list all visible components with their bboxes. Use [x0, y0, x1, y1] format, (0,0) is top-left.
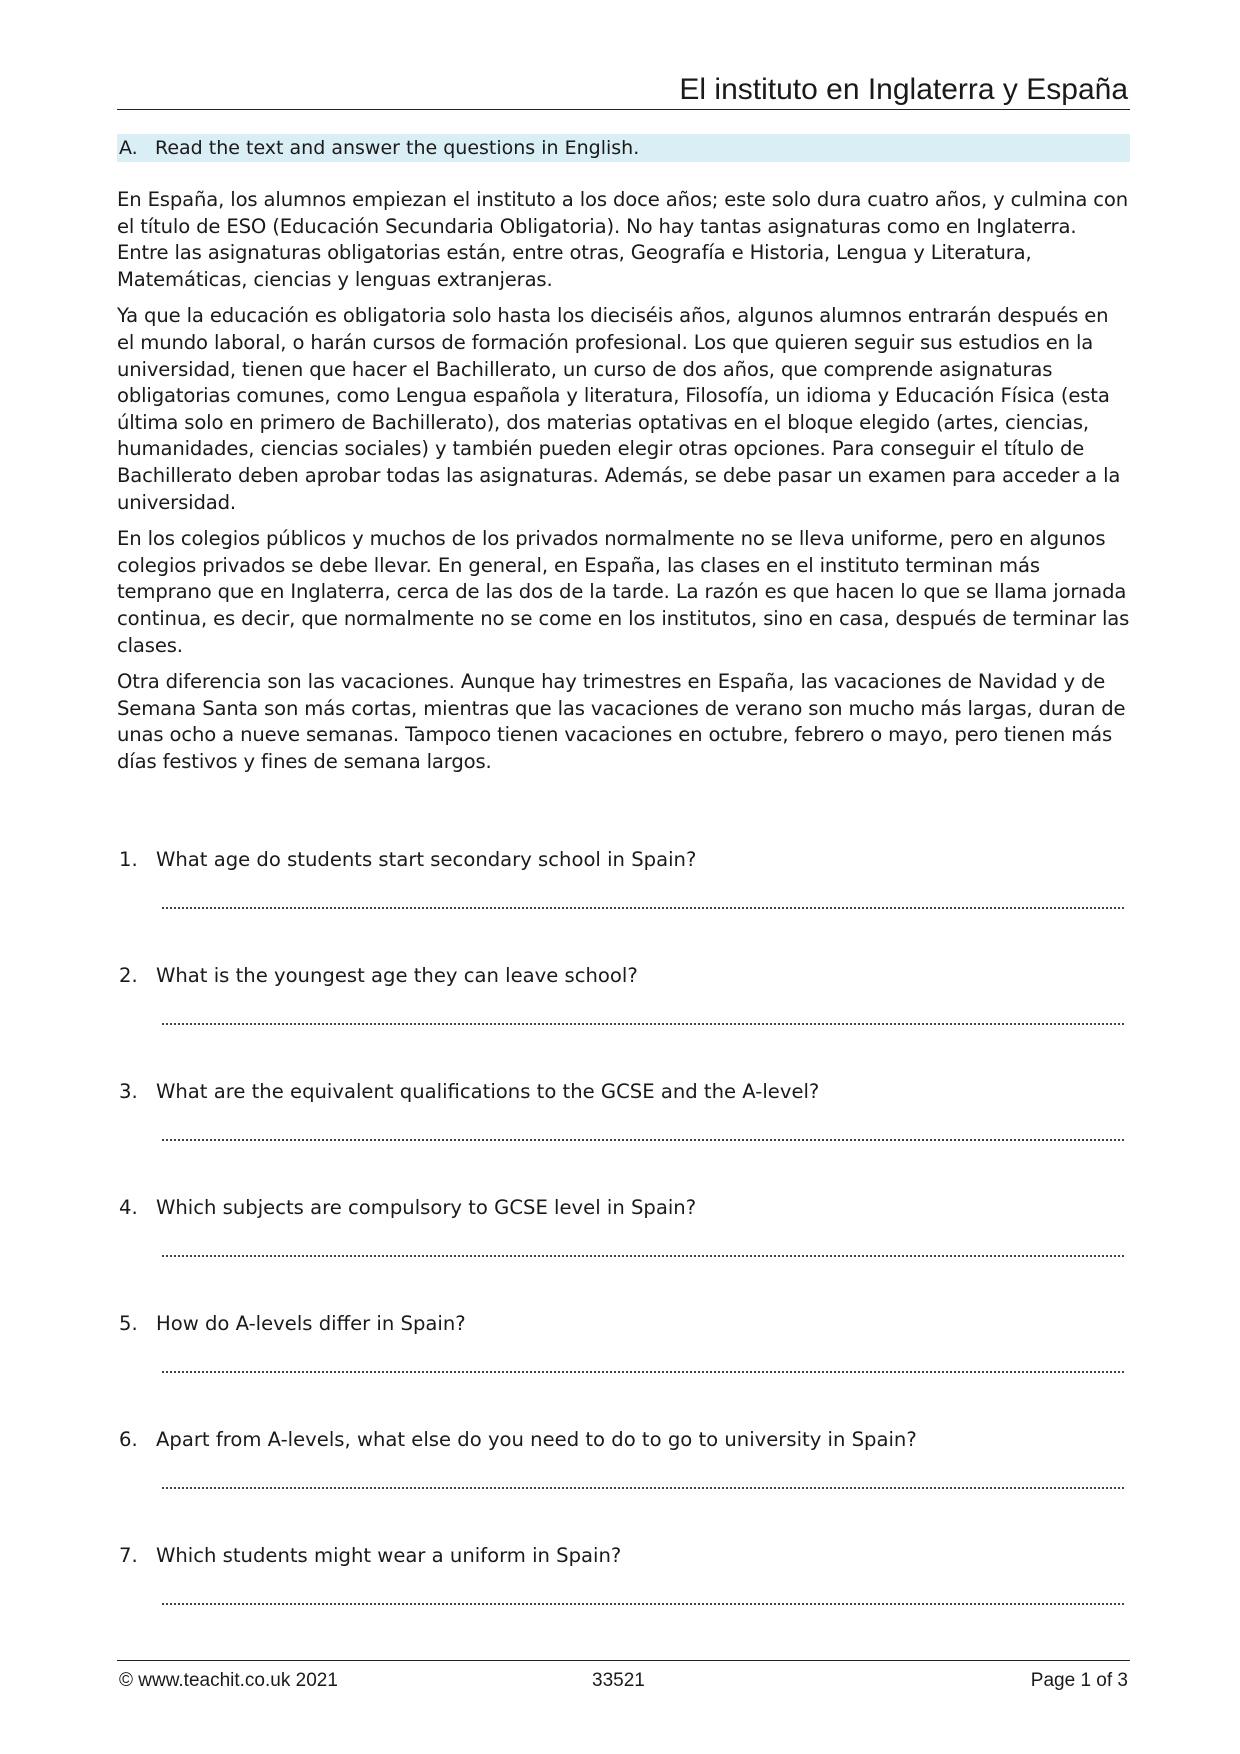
question-text: What are the equivalent qualifications to the GCSE and the A-level?	[156, 1080, 820, 1103]
question-text: What age do students start secondary school in Spain?	[156, 848, 697, 871]
question-text: How do A-levels differ in Spain?	[156, 1312, 466, 1335]
section-instruction-text: Read the text and answer the questions in English.	[155, 137, 640, 159]
question-number: 7.	[119, 1544, 138, 1567]
question-item	[117, 963, 1130, 1079]
question-list	[117, 847, 1130, 1659]
question-text: What is the youngest age they can leave school?	[156, 964, 638, 987]
question-text: Apart from A-levels, what else do you need to do to go to university in Spain?	[156, 1428, 917, 1451]
answer-line[interactable]	[162, 1023, 1124, 1025]
page-title: El instituto en Inglaterra y España	[679, 73, 1128, 106]
question-number: 6.	[119, 1428, 138, 1451]
page-footer	[117, 1660, 1130, 1701]
answer-line[interactable]	[162, 1255, 1124, 1257]
worksheet-page	[117, 0, 1130, 1754]
passage-paragraph: En los colegios públicos y muchos de los privados normalmente no se lleva uniforme, pero en algunos colegios privados se debe llevar. En general, en España, las clases en el instituto terminan más temprano que en Inglaterra, cerca de las dos de la tarde. La razón es que hacen lo que se llama jornada continua, es decir, que normalmente no se come en los institutos, sino en casa, después de terminar las clases.	[117, 527, 1130, 657]
question-text: Which subjects are compulsory to GCSE level in Spain?	[156, 1196, 697, 1219]
passage-paragraph: Ya que la educación es obligatoria solo hasta los dieciséis años, algunos alumnos entrarán después en el mundo laboral, o harán cursos de formación profesional. Los que quieren seguir sus estudios en la universidad, tienen que hacer el Bachillerato, un curso de dos años, que comprende asignaturas obligatorias comunes, como Lengua española y literatura, Filosofía, un idioma y Educación Física (esta última solo en primero de Bachillerato), dos materias optativas en el bloque elegido (artes, ciencias, humanidades, ciencias sociales) y también pueden elegir otras opciones. Para conseguir el título de Bachillerato deben aprobar todas las asignaturas. Además, se debe pasar un examen para acceder a la universidad.	[117, 304, 1121, 514]
answer-line[interactable]	[162, 1487, 1124, 1489]
question-number: 4.	[119, 1196, 138, 1219]
footer-resource-code: 33521	[592, 1670, 645, 1691]
answer-line[interactable]	[162, 907, 1124, 909]
question-item	[117, 1543, 1130, 1659]
passage-paragraph: Otra diferencia son las vacaciones. Aunque hay trimestres en España, las vacaciones de Navidad y de Semana Santa son más cortas, mientras que las vacaciones de verano son mucho más largas, duran de unas ocho a nueve semanas. Tampoco tienen vacaciones en octubre, febrero o mayo, pero tienen más días festivos y fines de semana largos.	[117, 670, 1126, 773]
section-instruction	[119, 137, 639, 159]
section-banner	[117, 134, 1130, 162]
answer-line[interactable]	[162, 1371, 1124, 1373]
question-number: 3.	[119, 1080, 138, 1103]
passage-paragraph: En España, los alumnos empiezan el instituto a los doce años; este solo dura cuatro años, y culmina con el título de ESO (Educación Secundaria Obligatoria). No hay tantas asignaturas como en Inglaterra. Entre las asignaturas obligatorias están, entre otras, Geografía e Historia, Lengua y Literatura, Matemáticas, ciencias y lenguas extranjeras.	[117, 188, 1128, 291]
question-number: 2.	[119, 964, 138, 987]
question-number: 5.	[119, 1312, 138, 1335]
reading-passage	[117, 187, 1130, 785]
page-header	[117, 66, 1130, 110]
question-number: 1.	[119, 848, 138, 871]
answer-line[interactable]	[162, 1139, 1124, 1141]
footer-page-number: Page 1 of 3	[1030, 1670, 1128, 1691]
question-item	[117, 847, 1130, 963]
question-item	[117, 1311, 1130, 1427]
section-letter: A.	[119, 137, 138, 159]
answer-line[interactable]	[162, 1603, 1124, 1605]
question-item	[117, 1195, 1130, 1311]
question-text: Which students might wear a uniform in Spain?	[156, 1544, 622, 1567]
footer-copyright: © www.teachit.co.uk 2021	[119, 1670, 338, 1691]
question-item	[117, 1079, 1130, 1195]
question-item	[117, 1427, 1130, 1543]
